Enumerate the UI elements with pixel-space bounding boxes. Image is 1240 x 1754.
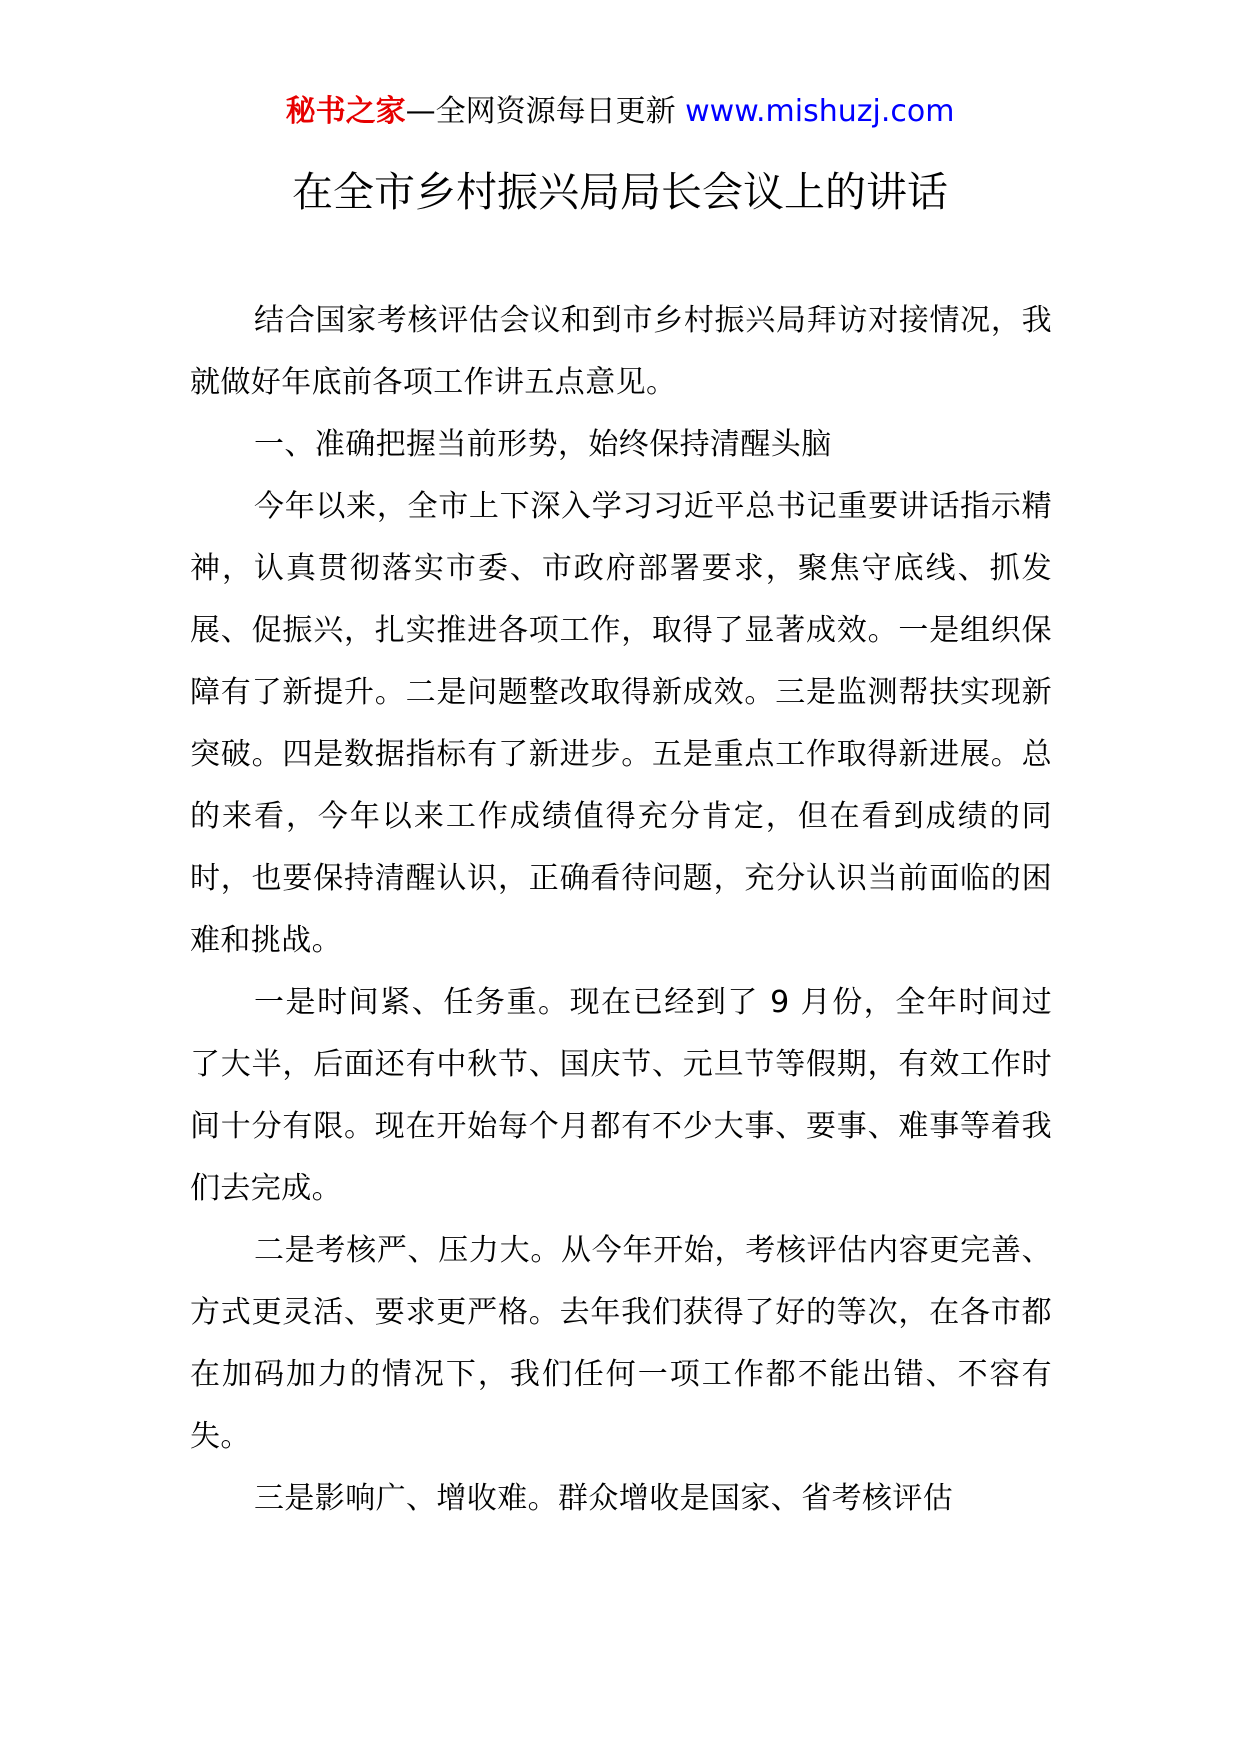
intro-paragraph: 结合国家考核评估会议和到市乡村振兴局拜访对接情况，我就做好年底前各项工作讲五点意见。 bbox=[190, 303, 1052, 400]
body-paragraph: 一是时间紧、任务重。现在已经到了 9 月份，全年时间过了大半，后面还有中秋节、国庆节、元旦节等假期，有效工作时间十分有限。现在开始每个月都有不少大事、要事、难事等着我们去完成。 bbox=[190, 985, 1052, 1206]
body-paragraph: 三是影响广、增收难。群众增收是国家、省考核评估 bbox=[254, 1481, 954, 1516]
body-paragraph: 二是考核严、压力大。从今年开始，考核评估内容更完善、方式更灵活、要求更严格。去年我们获得了好的等次，在各市都在加码加力的情况下，我们任何一项工作都不能出错、不容有失。 bbox=[190, 1233, 1052, 1454]
brand-name: 秘书之家 bbox=[285, 94, 406, 129]
section-heading: 一、准确把握当前形势，始终保持清醒头脑 bbox=[254, 427, 832, 462]
body-paragraph: 今年以来，全市上下深入学习习近平总书记重要讲话指示精神，认真贯彻落实市委、市政府部署要求，聚焦守底线、抓发展、促振兴，扎实推进各项工作，取得了显著成效。一是组织保障有了新提升。二是问题整改取得新成效。三是监测帮扶实现新突破。四是数据指标有了新进步。五是重点工作取得新进展。总的来看，今年以来工作成绩值得充分肯定，但在看到成绩的同时，也要保持清醒认识，正确看待问题，充分认识当前面临的困难和挑战。 bbox=[190, 489, 1052, 958]
site-url-link[interactable]: www.mishuzj.com bbox=[685, 94, 955, 129]
document-title: 在全市乡村振兴局局长会议上的讲话 bbox=[292, 168, 948, 216]
document-body bbox=[190, 290, 1052, 1530]
header-tagline: —全网资源每日更新 bbox=[405, 94, 686, 129]
site-header bbox=[0, 92, 1240, 132]
